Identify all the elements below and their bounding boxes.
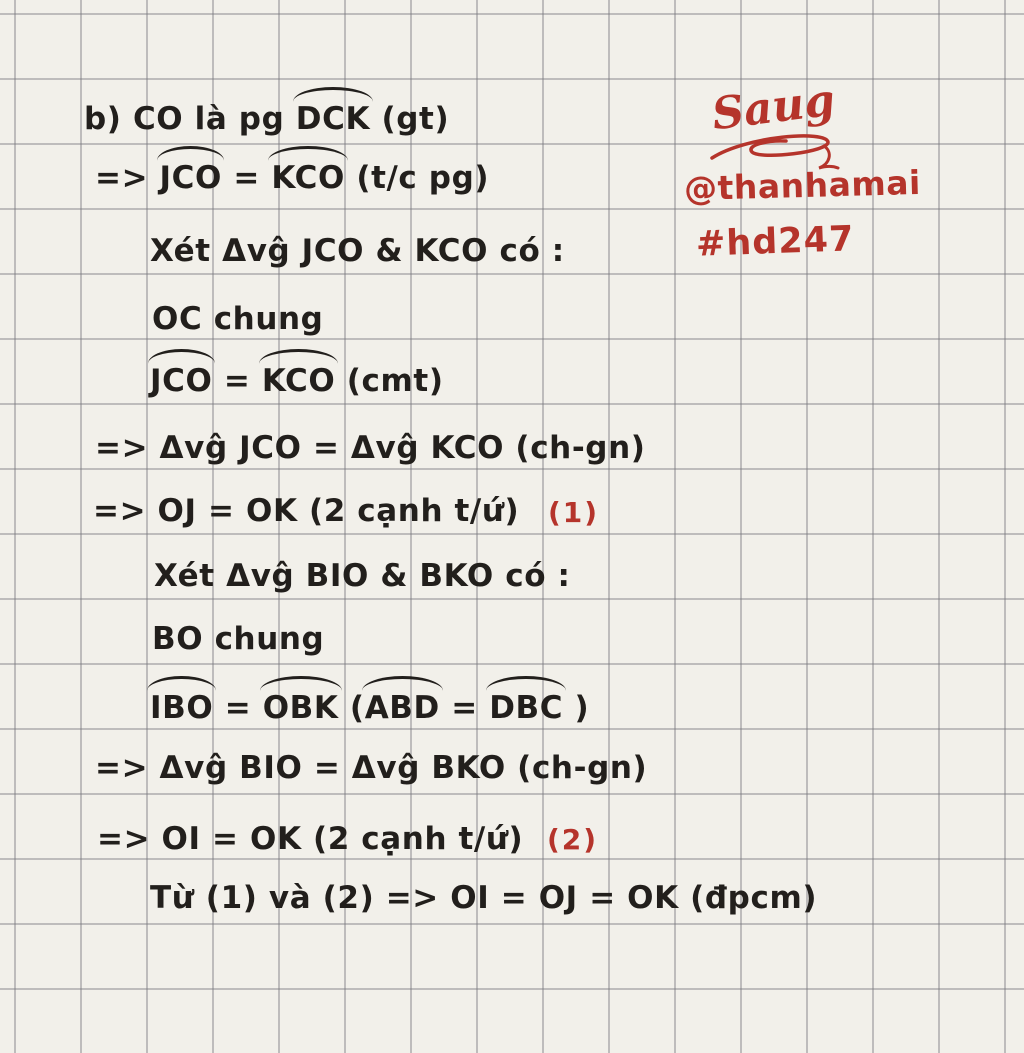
text-segment: (t/c pg) bbox=[344, 160, 490, 196]
angle-hat-group: KCO bbox=[261, 363, 336, 399]
text-segment: BO chung bbox=[152, 621, 325, 657]
text-segment: => Δvĝ JCO = Δvĝ KCO (ch-gn) bbox=[95, 430, 646, 466]
handwritten-line bbox=[150, 233, 565, 270]
signature-text: Saug bbox=[709, 74, 838, 141]
text-segment: => bbox=[95, 160, 160, 196]
handwritten-line bbox=[95, 750, 647, 787]
text-segment: OC chung bbox=[152, 301, 324, 337]
text-segment: Từ (1) và (2) => OI = OJ = OK (đpcm) bbox=[150, 880, 818, 916]
equation-number-red: (2) bbox=[547, 823, 599, 856]
hashtag-label: #hd247 bbox=[695, 219, 856, 265]
angle-hat-group: OBK bbox=[262, 690, 339, 726]
angle-hat-group: DCK bbox=[295, 101, 371, 137]
angle-hat-group: JCO bbox=[150, 363, 213, 399]
text-segment: => Δvĝ BIO = Δvĝ BKO (ch-gn) bbox=[95, 750, 648, 786]
handwritten-line bbox=[150, 690, 589, 727]
text-segment: ( bbox=[338, 690, 365, 726]
text-segment: = bbox=[439, 690, 490, 726]
angle-hat-group: ABD bbox=[364, 690, 440, 726]
text-segment: => OI = OK (2 cạnh t/ứ) bbox=[97, 821, 524, 857]
handwritten-line bbox=[97, 821, 523, 858]
handwritten-line bbox=[150, 880, 817, 917]
handwritten-line bbox=[152, 621, 324, 658]
handwritten-line bbox=[154, 558, 571, 595]
text-segment: (cmt) bbox=[335, 363, 444, 399]
text-segment: Xét Δvĝ BIO & BKO có : bbox=[154, 558, 571, 594]
angle-hat-group: IBO bbox=[150, 690, 214, 726]
angle-hat-group: KCO bbox=[271, 160, 345, 196]
handwritten-line bbox=[95, 430, 646, 467]
handwritten-line bbox=[150, 363, 444, 400]
text-segment: = bbox=[213, 690, 263, 726]
text-segment: Xét Δvĝ JCO & KCO có : bbox=[150, 233, 565, 269]
handwritten-line bbox=[95, 160, 489, 197]
handwritten-line bbox=[84, 101, 449, 138]
author-handle: @thanhamai bbox=[683, 162, 922, 209]
handwritten-line bbox=[93, 493, 519, 530]
text-segment: = bbox=[212, 363, 262, 399]
equation-number-red: (1) bbox=[548, 496, 600, 529]
angle-hat-group: JCO bbox=[159, 160, 222, 196]
angle-hat-group: DBC bbox=[489, 690, 564, 726]
text-segment: => OJ = OK (2 cạnh t/ứ) bbox=[93, 493, 520, 529]
text-segment: ) bbox=[563, 690, 590, 726]
text-segment: b) CO là pg bbox=[84, 101, 296, 137]
text-segment: (gt) bbox=[370, 101, 450, 137]
text-segment: = bbox=[222, 160, 272, 196]
handwritten-line bbox=[152, 301, 323, 338]
